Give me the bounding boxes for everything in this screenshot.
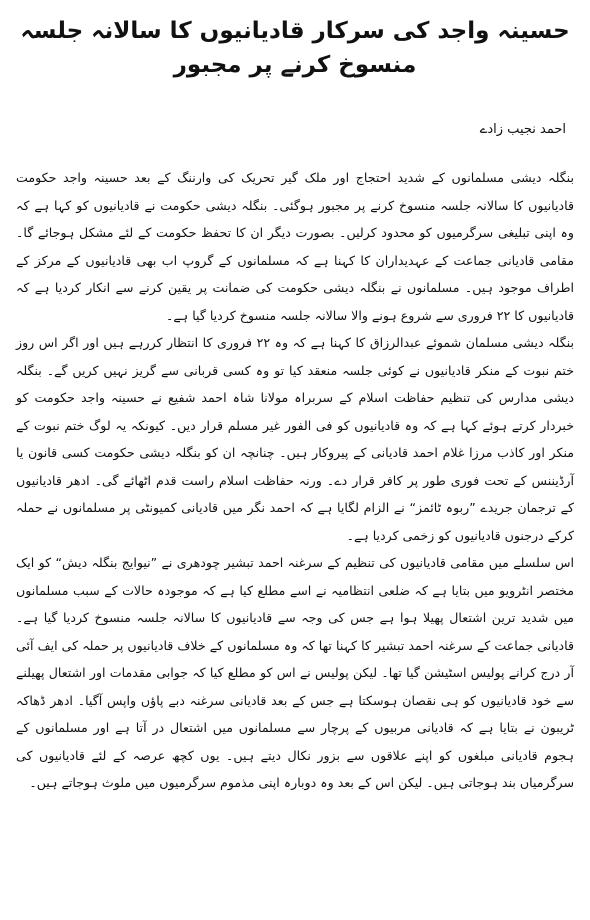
article-body <box>16 164 574 797</box>
paragraph: بنگلہ دیشی مسلمانوں کے شدید احتجاج اور ملک گیر تحریک کی وارننگ کے بعد حسینہ واجد حکومت قادیانیوں کا سالانہ جلسہ منسوخ کرنے پر مجبور ہوگئی۔ بنگلہ دیشی حکومت نے قادیانیوں کو کہا ہے کہ وہ اپنی تبلیغی سرگرمیوں کو محدود کرلیں۔ بصورت دیگر ان کا تحفظ حکومت کے لئے مشکل ہوجائے گا۔ مقامی قادیانی جماعت کے عہدیداران کا کہنا ہے کہ مسلمانوں کے گروپ اب بھی قادیانیوں کے مرکز کے اطراف موجود ہیں۔ مسلمانوں نے بنگلہ دیشی حکومت کی ضمانت پر یقین کرنے سے انکار کردیا ہے کہ قادیانیوں کا ۲۲ فروری سے شروع ہونے والا سالانہ جلسہ منسوخ کردیا گیا ہے۔ <box>16 170 574 323</box>
paragraph: اس سلسلے میں مقامی قادیانیوں کی تنظیم کے سرغنہ احمد تبشیر چودھری نے ”نیوایج بنگلہ دیش“ کو ایک مختصر انٹرویو میں بتایا ہے کہ ضلعی انتظامیہ نے اسے مطلع کیا ہے کہ موجودہ حالات کے سبب مسلمانوں میں شدید ترین اشتعال پھیلا ہوا ہے جس کی وجہ سے قادیانیوں کا سالانہ جلسہ منسوخ کردیا گیا ہے۔ قادیانی جماعت کے سرغنہ احمد تبشیر کا کہنا تھا کہ وہ مسلمانوں کے خلاف قادیانیوں پر حملہ کی ایف آئی آر درج کرانے پولیس اسٹیشن گیا تھا۔ لیکن پولیس نے اس کو مطلع کیا کہ جوابی مقدمات اور اشتعال پھیلنے سے خود قادیانیوں کو ہی نقصان ہوسکتا ہے جس کے بعد قادیانی سرغنہ دبے پاؤں واپس آگیا۔ ادھر ڈھاکہ ٹریبون نے بتایا ہے کہ قادیانی مربیوں کے پرچار سے مسلمانوں میں اشتعال در آتا ہے اور مسلمانوں کے ہجوم قادیانی مبلغوں کو اپنے علاقوں سے بزور نکال دیتے ہیں۔ یوں کچھ عرصہ کے لئے قادیانیوں کی سرگرمیاں بند ہوجاتی ہیں۔ لیکن اس کے بعد وہ دوبارہ اپنی مذموم سرگرمیوں میں ملوث ہوجاتے ہیں۔ <box>16 555 574 790</box>
paragraph: بنگلہ دیشی مسلمان شموئے عبدالرزاق کا کہنا ہے کہ وہ ۲۲ فروری کا انتظار کررہے ہیں اور اگر اس روز ختم نبوت کے منکر قادیانیوں نے کوئی جلسہ منعقد کیا تو وہ کسی قربانی سے گریز نہیں کریں گے۔ بنگلہ دیشی مدارس کی تنظیم حفاظت اسلام کے سربراہ مولانا شاہ احمد شفیع نے حسینہ واجد حکومت کو خبردار کرتے ہوئے کہا ہے کہ وہ قادیانیوں کو فی الفور غیر مسلم قرار دیں۔ کیونکہ یہ لوگ ختم نبوت کے منکر اور کاذب مرزا غلام احمد قادیانی کے پیروکار ہیں۔ چنانچہ ان کو بنگلہ دیشی حکومت کسی قانون یا آرڈیننس کے تحت فوری طور پر کافر قرار دے۔ ورنہ حفاظت اسلام راست قدم اٹھائے گی۔ ادھر قادیانیوں کے ترجمان جریدے ”ربوہ ٹائمز“ نے الزام لگایا ہے کہ احمد نگر میں قادیانی کمیونٹی پر مسلمانوں نے حملہ کرکے درجنوں قادیانیوں کو زخمی کردیا ہے۔ <box>16 335 574 543</box>
headline: حسینہ واجد کی سرکار قادیانیوں کا سالانہ جلسہ منسوخ کرنے پر مجبور <box>20 18 570 78</box>
byline: احمد نجیب زادے <box>479 122 566 137</box>
